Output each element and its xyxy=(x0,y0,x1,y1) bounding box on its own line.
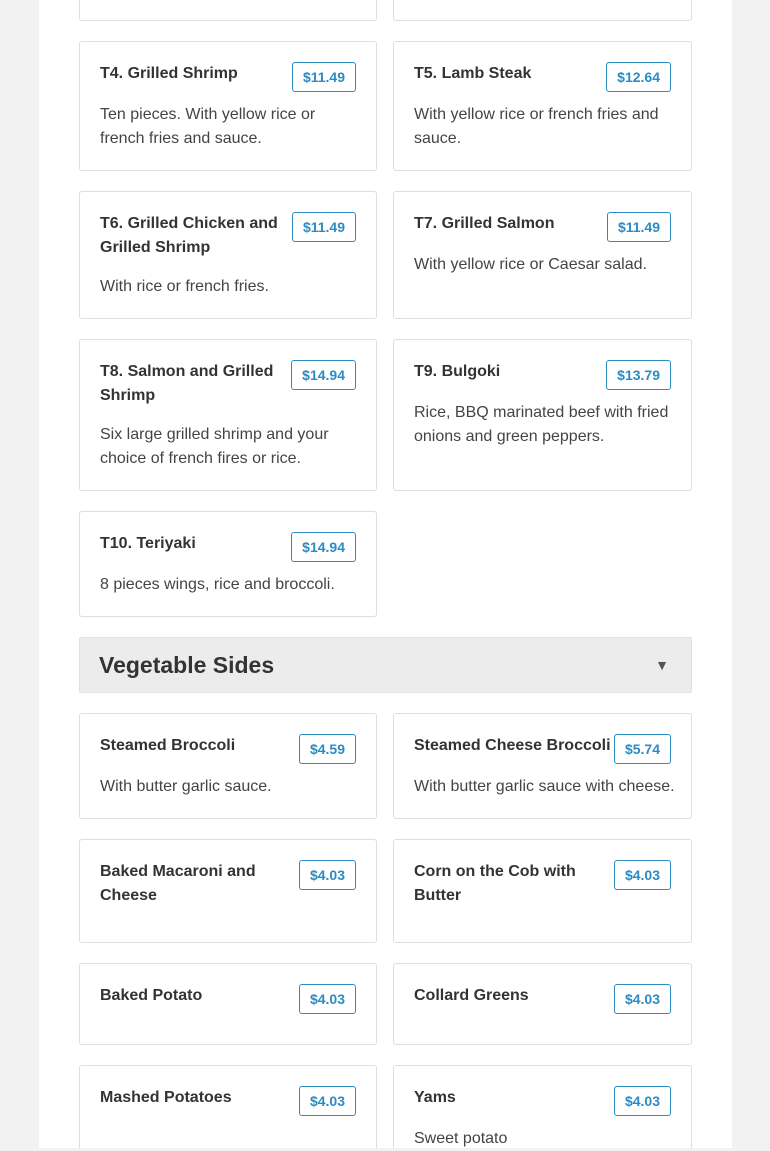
menu-item-name: T4. Grilled Shrimp xyxy=(100,65,238,82)
menu-item-description: 8 pieces wings, rice and broccoli. xyxy=(100,576,335,593)
menu-item-card[interactable] xyxy=(393,0,692,21)
price-badge[interactable]: $5.74 xyxy=(614,734,671,764)
menu-item-name: Steamed Broccoli xyxy=(100,737,236,754)
section-title: Vegetable Sides xyxy=(99,652,275,678)
menu-item-name: Corn on the Cob with Butter xyxy=(414,863,576,904)
menu-item-card[interactable] xyxy=(79,839,377,943)
menu-item-description: With butter garlic sauce. xyxy=(100,778,272,795)
triangle-down-icon[interactable]: ▼ xyxy=(655,657,669,673)
menu-item-card[interactable] xyxy=(393,963,692,1045)
menu-item-description: Six large grilled shrimp and your choice of french fires or rice. xyxy=(100,426,329,467)
menu-item-description: With yellow rice or french fries and sauce. xyxy=(414,106,659,147)
menu-item-card[interactable] xyxy=(393,1065,692,1148)
menu-item-description: Rice, BBQ marinated beef with fried onions and green peppers. xyxy=(414,404,669,445)
menu-item-card[interactable] xyxy=(393,339,692,491)
menu-item-name: T9. Bulgoki xyxy=(414,363,501,380)
menu-item-name: Mashed Potatoes xyxy=(100,1089,232,1106)
menu-item-name: Baked Macaroni and Cheese xyxy=(100,863,256,904)
menu-item-name: Collard Greens xyxy=(414,987,529,1004)
menu-item-name: T6. Grilled Chicken and Grilled Shrimp xyxy=(100,215,278,256)
menu-item-card[interactable] xyxy=(393,839,692,943)
menu-item-card[interactable] xyxy=(393,713,692,819)
menu-item-card[interactable] xyxy=(79,339,377,491)
menu-item-name: T7. Grilled Salmon xyxy=(414,215,555,232)
price-badge[interactable]: $4.03 xyxy=(299,984,356,1014)
menu-item-card[interactable] xyxy=(79,511,377,617)
price-badge[interactable]: $13.79 xyxy=(606,360,671,390)
menu-item-name: T10. Teriyaki xyxy=(100,535,196,552)
price-badge[interactable]: $4.03 xyxy=(299,1086,356,1116)
menu-item-name: Yams xyxy=(414,1089,456,1106)
menu-item-description: With yellow rice or Caesar salad. xyxy=(414,256,647,273)
section-header-vegetable-sides[interactable] xyxy=(79,637,692,693)
price-badge[interactable]: $11.49 xyxy=(607,212,671,242)
price-badge[interactable]: $4.03 xyxy=(614,860,671,890)
menu-item-card[interactable] xyxy=(79,713,377,819)
menu-item-name: Steamed Cheese Broccoli xyxy=(414,737,611,754)
price-badge[interactable]: $11.49 xyxy=(292,212,356,242)
menu-item-card[interactable] xyxy=(393,41,692,171)
price-badge[interactable]: $4.03 xyxy=(614,984,671,1014)
price-badge[interactable]: $4.03 xyxy=(299,860,356,890)
menu-item-card[interactable] xyxy=(79,191,377,319)
menu-item-card[interactable] xyxy=(393,191,692,319)
menu-item-card[interactable] xyxy=(79,41,377,171)
price-badge[interactable]: $12.64 xyxy=(606,62,671,92)
price-badge[interactable]: $14.94 xyxy=(291,532,356,562)
menu-item-description: Sweet potato xyxy=(414,1130,508,1147)
menu-item-card[interactable] xyxy=(79,1065,377,1148)
price-badge[interactable]: $4.03 xyxy=(614,1086,671,1116)
menu-item-name: T5. Lamb Steak xyxy=(414,65,532,82)
menu-item-card[interactable] xyxy=(79,0,377,21)
price-badge[interactable]: $11.49 xyxy=(292,62,356,92)
menu-item-description: With rice or french fries. xyxy=(100,278,269,295)
menu-item-description: With butter garlic sauce with cheese. xyxy=(414,778,675,795)
menu-item-description: Ten pieces. With yellow rice or french fries and sauce. xyxy=(100,106,316,147)
price-badge[interactable]: $4.59 xyxy=(299,734,356,764)
price-badge[interactable]: $14.94 xyxy=(291,360,356,390)
menu-item-name: Baked Potato xyxy=(100,987,203,1004)
menu-item-card[interactable] xyxy=(79,963,377,1045)
menu-item-name: T8. Salmon and Grilled Shrimp xyxy=(100,363,274,404)
